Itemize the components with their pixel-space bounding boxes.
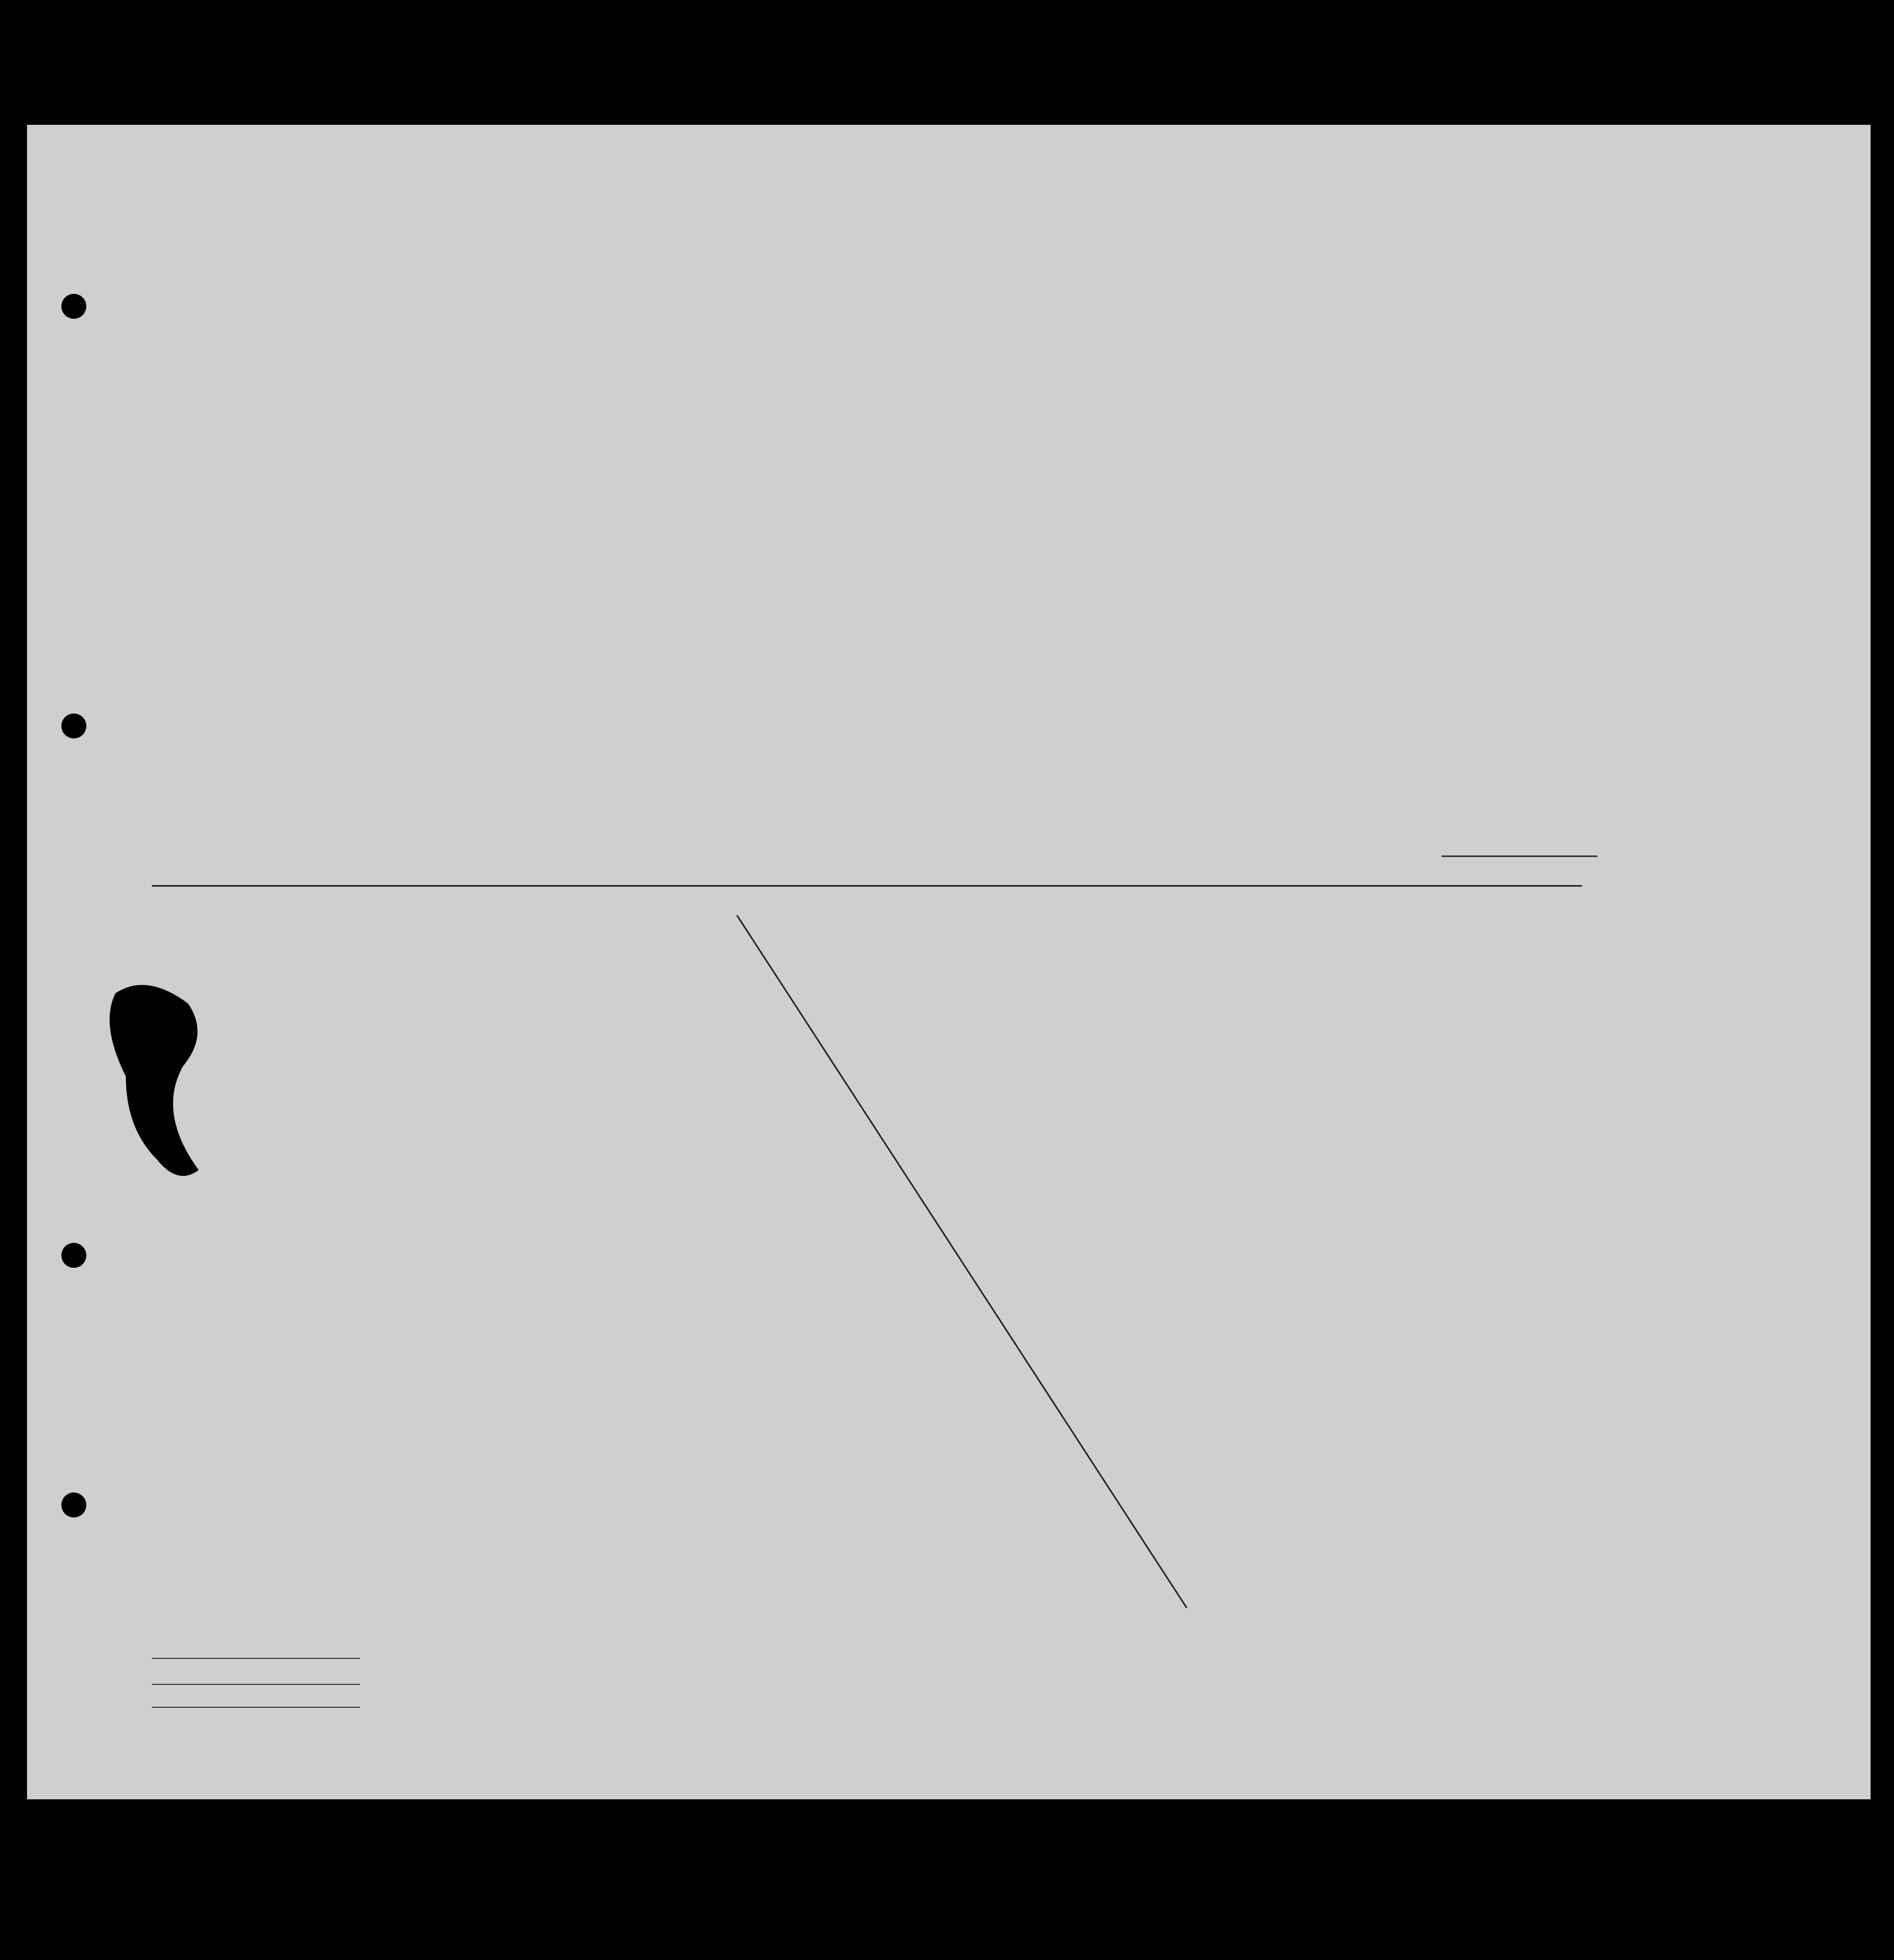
footer-rule bbox=[152, 1684, 360, 1685]
footer-rule bbox=[152, 1658, 360, 1659]
manifest-sheet bbox=[27, 125, 1871, 1799]
binder-hole bbox=[61, 1492, 86, 1517]
binder-hole bbox=[61, 1243, 86, 1268]
diagonal-cancel-line bbox=[27, 125, 1871, 1799]
binder-hole bbox=[61, 294, 86, 319]
footer-rule bbox=[152, 1707, 360, 1708]
ink-blot bbox=[110, 985, 199, 1176]
binder-hole bbox=[61, 713, 86, 738]
